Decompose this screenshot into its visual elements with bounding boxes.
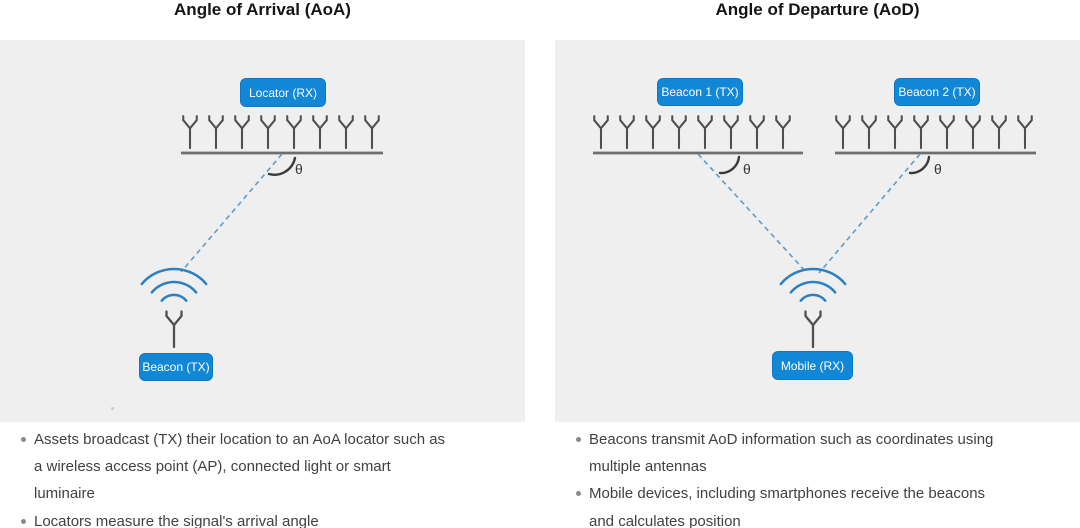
locator-rx-label: Locator (RX) <box>240 78 326 107</box>
beacon-antenna-icon <box>167 312 182 348</box>
bullet-icon <box>21 519 26 524</box>
bullet-item <box>14 508 504 528</box>
bullet-text: and calculates position <box>589 512 741 528</box>
bullet-item <box>569 480 1049 528</box>
antenna-icon <box>209 116 223 148</box>
bullet-text: Assets broadcast (TX) their location to an AoA locator such as <box>34 431 446 448</box>
antenna-icon <box>183 116 197 148</box>
antenna-icon <box>750 116 764 148</box>
stray-mark <box>111 407 114 410</box>
antenna-icon <box>724 116 738 148</box>
antenna-array-icon <box>594 116 790 148</box>
antenna-icon <box>914 116 928 148</box>
bullet-text: Beacons transmit AoD information such as coordinates using <box>589 431 994 448</box>
aoa-bullet-list <box>14 422 504 528</box>
angle-arc-icon <box>720 157 739 173</box>
antenna-icon <box>862 116 876 148</box>
bullet-item <box>569 426 1049 480</box>
theta-symbol: θ <box>934 161 942 177</box>
antenna-icon <box>1018 116 1032 148</box>
antenna-array-icon <box>183 116 379 148</box>
angle-arc-icon <box>269 158 295 175</box>
bullet-text: Locators measure the signal's arrival angle <box>34 512 319 528</box>
antenna-icon <box>261 116 275 148</box>
dashed-signal-path <box>819 154 920 273</box>
bullet-icon <box>21 437 26 442</box>
bullet-icon <box>576 491 581 496</box>
antenna-icon <box>620 116 634 148</box>
mobile-rx-label: Mobile (RX) <box>772 351 853 380</box>
antenna-icon <box>287 116 301 148</box>
antenna-icon <box>776 116 790 148</box>
antenna-icon <box>594 116 608 148</box>
antenna-icon <box>313 116 327 148</box>
antenna-icon <box>365 116 379 148</box>
antenna-icon <box>339 116 353 148</box>
angle-arc-icon <box>910 157 929 173</box>
antenna-icon <box>646 116 660 148</box>
antenna-icon <box>698 116 712 148</box>
antenna-icon <box>940 116 954 148</box>
aod-diagram-panel <box>555 40 1080 422</box>
antenna-icon <box>888 116 902 148</box>
aod-title: Angle of Departure (AoD) <box>715 0 920 19</box>
aod-bullet-list <box>569 422 1049 528</box>
bullet-text: luminaire <box>34 485 95 503</box>
antenna-icon <box>966 116 980 148</box>
theta-symbol: θ <box>295 161 303 177</box>
dashed-signal-path <box>181 154 282 272</box>
bullet-text: a wireless access point (AP), connected light or smart <box>34 458 391 476</box>
theta-symbol: θ <box>743 161 751 177</box>
signal-waves-icon <box>781 269 845 301</box>
beacon-tx-label: Beacon (TX) <box>139 353 213 381</box>
bullet-item <box>14 426 504 508</box>
mobile-antenna-icon <box>806 312 821 348</box>
dashed-signal-path <box>698 154 807 273</box>
beacon2-tx-label: Beacon 2 (TX) <box>894 78 980 106</box>
aoa-diagram-panel <box>0 40 525 422</box>
bullet-text: Mobile devices, including smartphones receive the beacons <box>589 485 986 503</box>
antenna-icon <box>235 116 249 148</box>
antenna-icon <box>672 116 686 148</box>
antenna-icon <box>992 116 1006 148</box>
antenna-icon <box>836 116 850 148</box>
bullet-text: multiple antennas <box>589 458 707 476</box>
signal-waves-icon <box>142 269 206 301</box>
antenna-array-icon <box>836 116 1032 148</box>
beacon1-tx-label: Beacon 1 (TX) <box>657 78 743 106</box>
bullet-icon <box>576 437 581 442</box>
aoa-title: Angle of Arrival (AoA) <box>174 0 351 19</box>
